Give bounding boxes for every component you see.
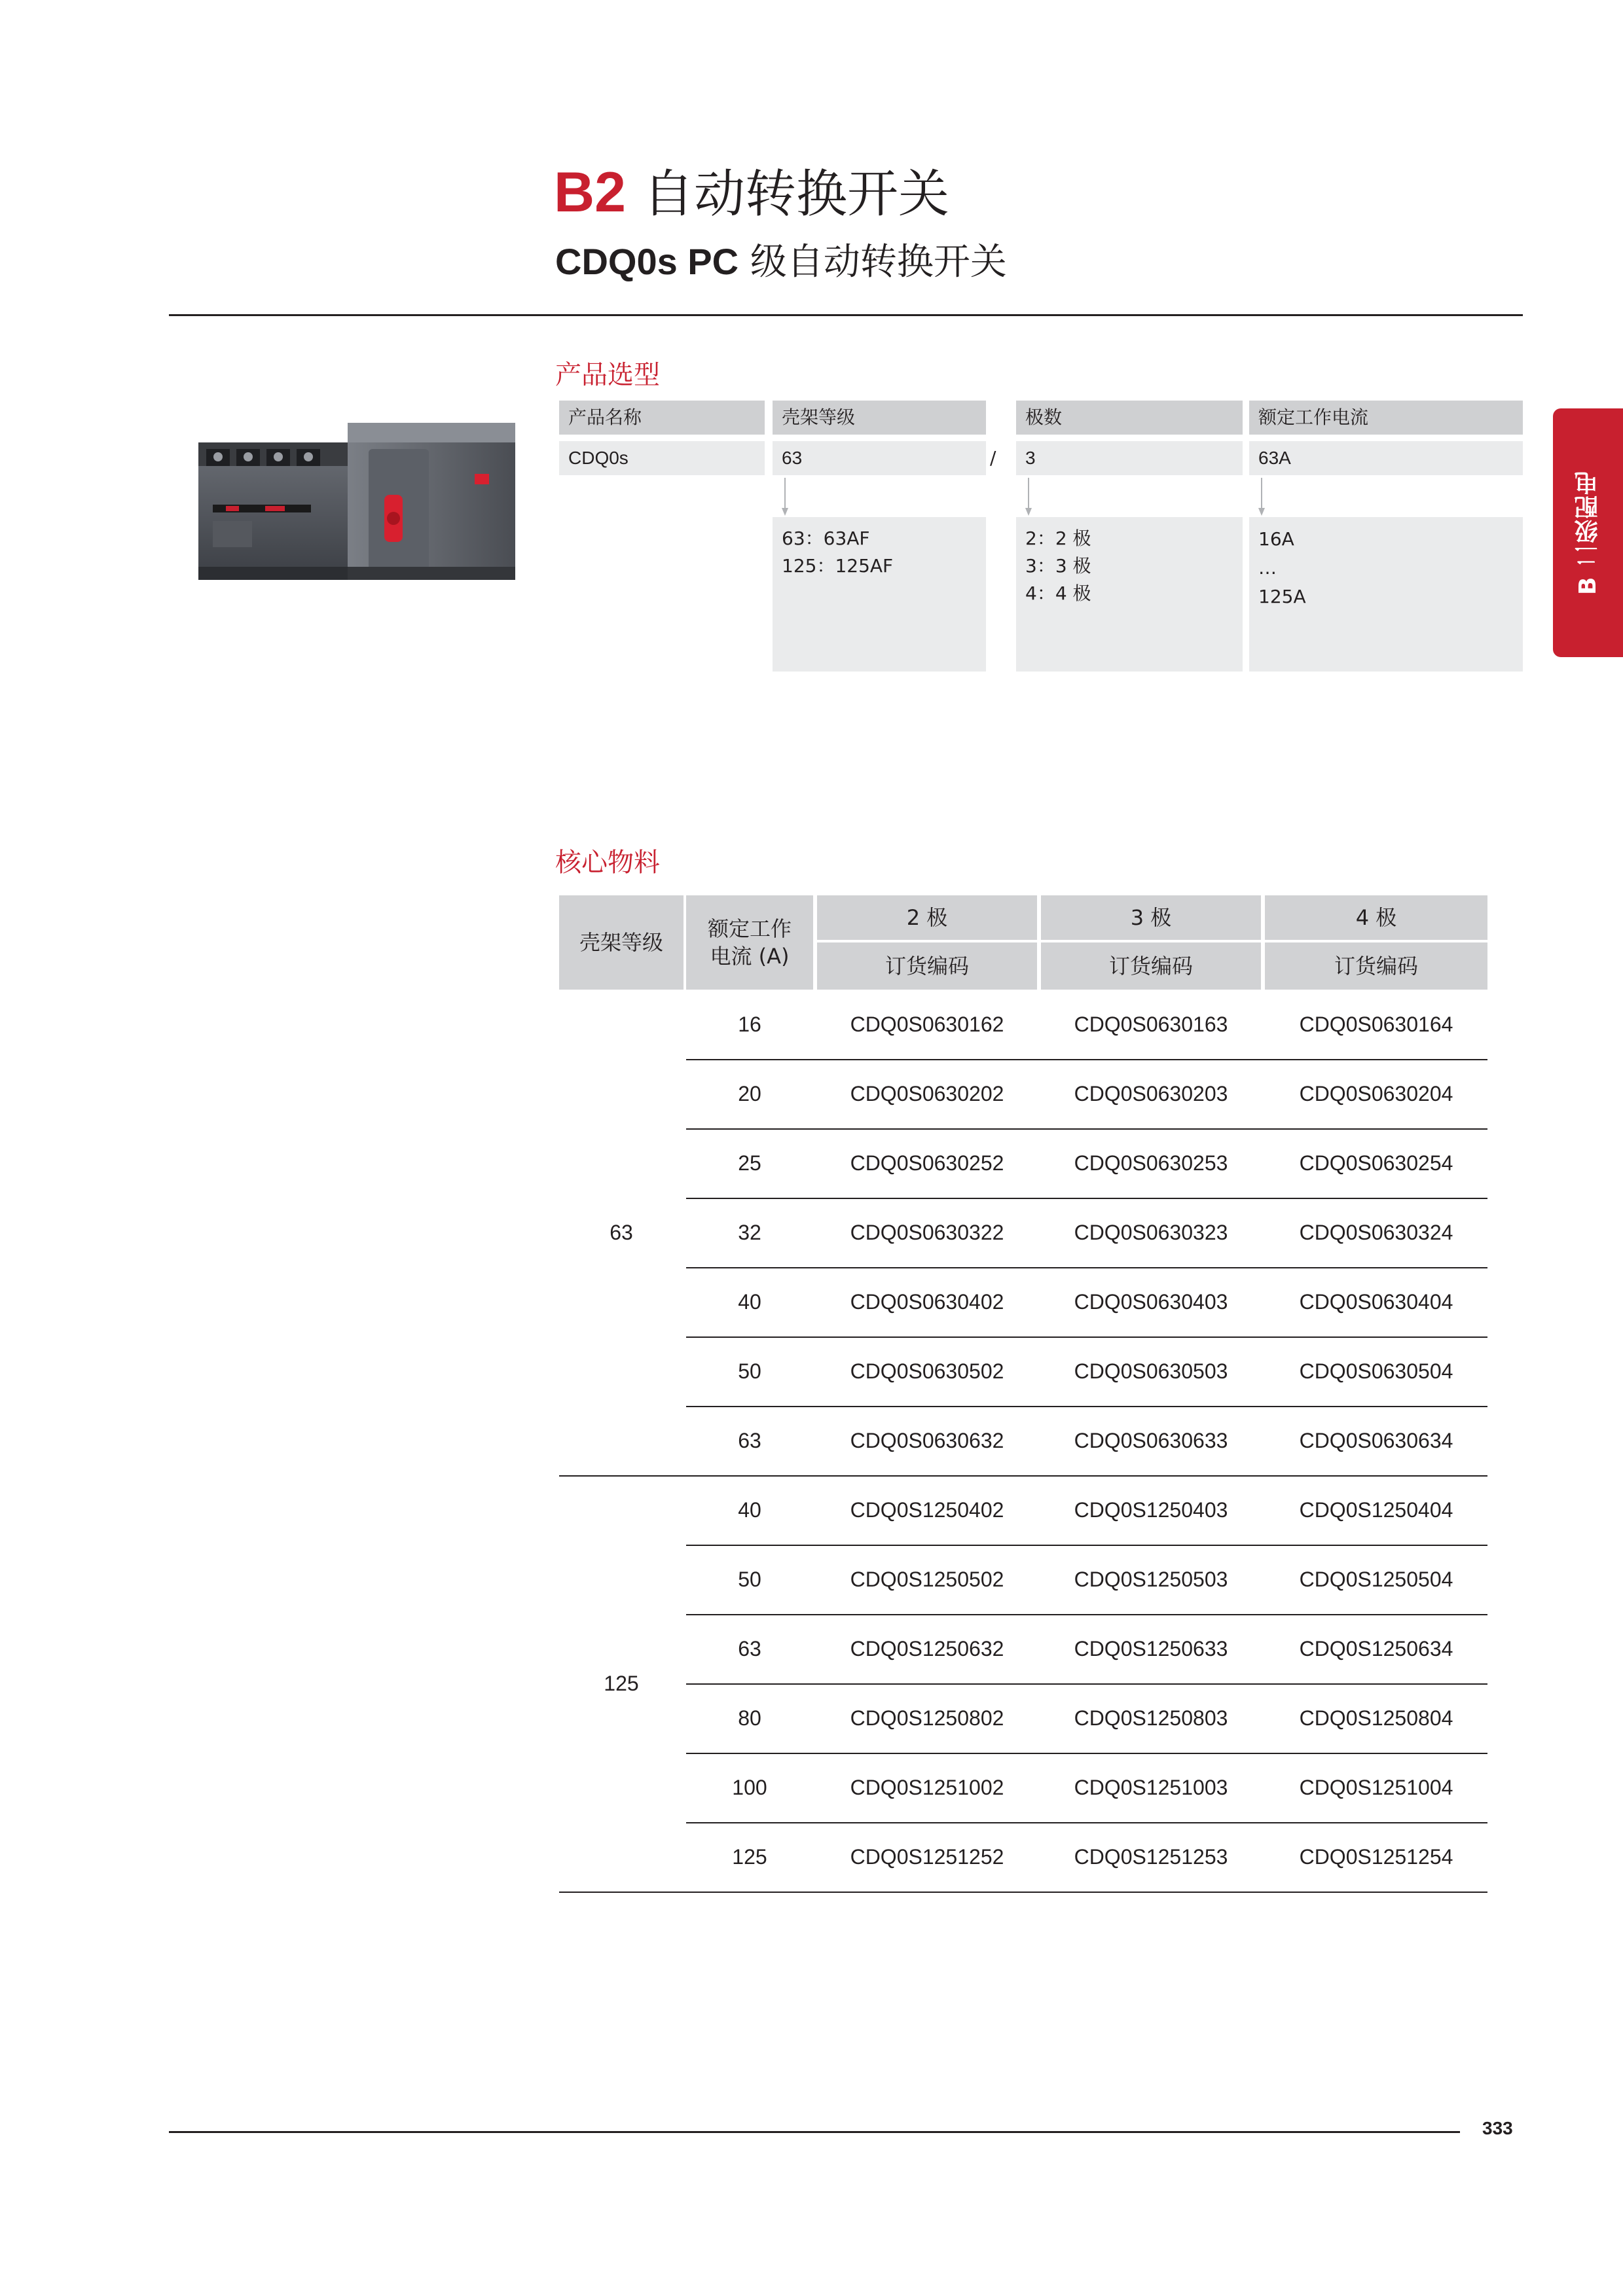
cell-order-code: CDQ0S0630633 — [1074, 1428, 1228, 1452]
selection-header-poles: 极数 — [1016, 401, 1243, 435]
cell-order-code: CDQ0S1250403 — [1074, 1498, 1228, 1522]
cell-order-code: CDQ0S1250803 — [1074, 1706, 1228, 1730]
cell-order-code: CDQ0S0630404 — [1299, 1289, 1453, 1314]
header-current-line1: 额定工作 — [707, 916, 792, 941]
selection-options-poles — [1016, 517, 1243, 672]
header-order-code: 订货编码 — [1265, 942, 1487, 990]
cell-order-code: CDQ0S1251254 — [1299, 1844, 1453, 1869]
cell-order-code: CDQ0S0630324 — [1299, 1220, 1453, 1244]
selection-title: 产品选型 — [555, 360, 660, 390]
cell-current: 40 — [738, 1289, 761, 1314]
selection-value-frame: 63 — [773, 441, 986, 475]
cell-current: 50 — [738, 1567, 761, 1591]
selection-header-name: 产品名称 — [559, 401, 765, 435]
page-subtitle — [555, 233, 1007, 285]
selection-value-name: CDQ0s — [559, 441, 765, 475]
cell-order-code: CDQ0S0630163 — [1074, 1012, 1228, 1036]
option-item: 3：3 极 — [1025, 555, 1091, 577]
header-order-code: 订货编码 — [817, 942, 1037, 990]
cell-order-code: CDQ0S1250634 — [1299, 1636, 1453, 1660]
cell-current: 40 — [738, 1498, 761, 1522]
header-order-code: 订货编码 — [1041, 942, 1261, 990]
subtitle-model: CDQ0s PC — [555, 241, 739, 282]
cell-order-code: CDQ0S1250804 — [1299, 1706, 1453, 1730]
cell-order-code: CDQ0S0630402 — [850, 1289, 1004, 1314]
side-tab-label-wrap — [1553, 408, 1623, 657]
cell-order-code: CDQ0S1250404 — [1299, 1498, 1453, 1522]
cell-order-code: CDQ0S0630503 — [1074, 1359, 1228, 1383]
selection-arrow — [780, 478, 782, 516]
product-image — [193, 397, 522, 592]
cell-order-code: CDQ0S0630202 — [850, 1081, 1004, 1105]
cell-order-code: CDQ0S1250504 — [1299, 1567, 1453, 1591]
cell-order-code: CDQ0S1250402 — [850, 1498, 1004, 1522]
cell-order-code: CDQ0S0630252 — [850, 1151, 1004, 1175]
cell-order-code: CDQ0S1251003 — [1074, 1775, 1228, 1799]
cell-frame: 63 — [610, 1220, 633, 1244]
cell-current: 63 — [738, 1428, 761, 1452]
footer-divider — [169, 2131, 1460, 2133]
selection-value-poles: 3 — [1016, 441, 1243, 475]
title-text: 自动转换开关 — [642, 165, 949, 224]
selection-options-frame — [773, 517, 986, 672]
header-divider — [169, 314, 1523, 316]
cell-order-code: CDQ0S0630322 — [850, 1220, 1004, 1244]
header-current-line2: 电流 (A) — [710, 944, 790, 969]
cell-order-code: CDQ0S0630204 — [1299, 1081, 1453, 1105]
row-divider — [559, 1892, 1487, 1893]
cell-order-code: CDQ0S0630632 — [850, 1428, 1004, 1452]
cell-order-code: CDQ0S1251252 — [850, 1844, 1004, 1869]
cell-order-code: CDQ0S0630164 — [1299, 1012, 1453, 1036]
subtitle-text: 级自动转换开关 — [750, 241, 1007, 283]
option-item: 2：2 极 — [1025, 528, 1091, 549]
cell-order-code: CDQ0S0630403 — [1074, 1289, 1228, 1314]
selection-value-current: 63A — [1249, 441, 1523, 475]
selection-options-current — [1249, 517, 1523, 672]
selection-separator: / — [990, 447, 996, 469]
cell-current: 50 — [738, 1359, 761, 1383]
cell-order-code: CDQ0S1250802 — [850, 1706, 1004, 1730]
selection-header-current: 额定工作电流 — [1249, 401, 1523, 435]
cell-order-code: CDQ0S1250503 — [1074, 1567, 1228, 1591]
option-item: … — [1258, 557, 1277, 579]
header-pole-2: 2 极 — [817, 895, 1037, 940]
side-tab-label: B 二级配电 — [1575, 471, 1601, 595]
cell-order-code: CDQ0S1251002 — [850, 1775, 1004, 1799]
core-title: 核心物料 — [555, 848, 660, 878]
cell-order-code: CDQ0S0630504 — [1299, 1359, 1453, 1383]
cell-current: 100 — [732, 1775, 767, 1799]
cell-order-code: CDQ0S0630502 — [850, 1359, 1004, 1383]
cell-current: 63 — [738, 1636, 761, 1660]
section-code: B2 — [554, 161, 626, 224]
cell-current: 20 — [738, 1081, 761, 1105]
selection-arrow — [1024, 478, 1025, 516]
cell-order-code: CDQ0S0630162 — [850, 1012, 1004, 1036]
selection-header-frame: 壳架等级 — [773, 401, 986, 435]
option-item: 125：125AF — [782, 555, 894, 577]
page-title — [554, 153, 949, 225]
cell-order-code: CDQ0S0630323 — [1074, 1220, 1228, 1244]
cell-frame: 125 — [604, 1671, 639, 1695]
cell-current: 125 — [732, 1844, 767, 1869]
cell-current: 25 — [738, 1151, 761, 1175]
page-number: 333 — [1482, 2118, 1513, 2138]
cell-current: 80 — [738, 1706, 761, 1730]
cell-order-code: CDQ0S1251004 — [1299, 1775, 1453, 1799]
option-item: 63：63AF — [782, 528, 870, 549]
option-item: 125A — [1258, 586, 1306, 607]
cell-order-code: CDQ0S0630634 — [1299, 1428, 1453, 1452]
cell-order-code: CDQ0S0630253 — [1074, 1151, 1228, 1175]
cell-order-code: CDQ0S1251253 — [1074, 1844, 1228, 1869]
header-pole-4: 4 极 — [1265, 895, 1487, 940]
cell-order-code: CDQ0S1250632 — [850, 1636, 1004, 1660]
selection-arrow — [1257, 478, 1258, 516]
cell-order-code: CDQ0S1250502 — [850, 1567, 1004, 1591]
header-frame: 壳架等级 — [559, 895, 684, 990]
option-item: 4：4 极 — [1025, 583, 1091, 604]
cell-current: 16 — [738, 1012, 761, 1036]
cell-order-code: CDQ0S1250633 — [1074, 1636, 1228, 1660]
cell-order-code: CDQ0S0630203 — [1074, 1081, 1228, 1105]
option-item: 16A — [1258, 528, 1294, 550]
header-current — [686, 895, 813, 990]
header-pole-3: 3 极 — [1041, 895, 1261, 940]
cell-order-code: CDQ0S0630254 — [1299, 1151, 1453, 1175]
cell-current: 32 — [738, 1220, 761, 1244]
